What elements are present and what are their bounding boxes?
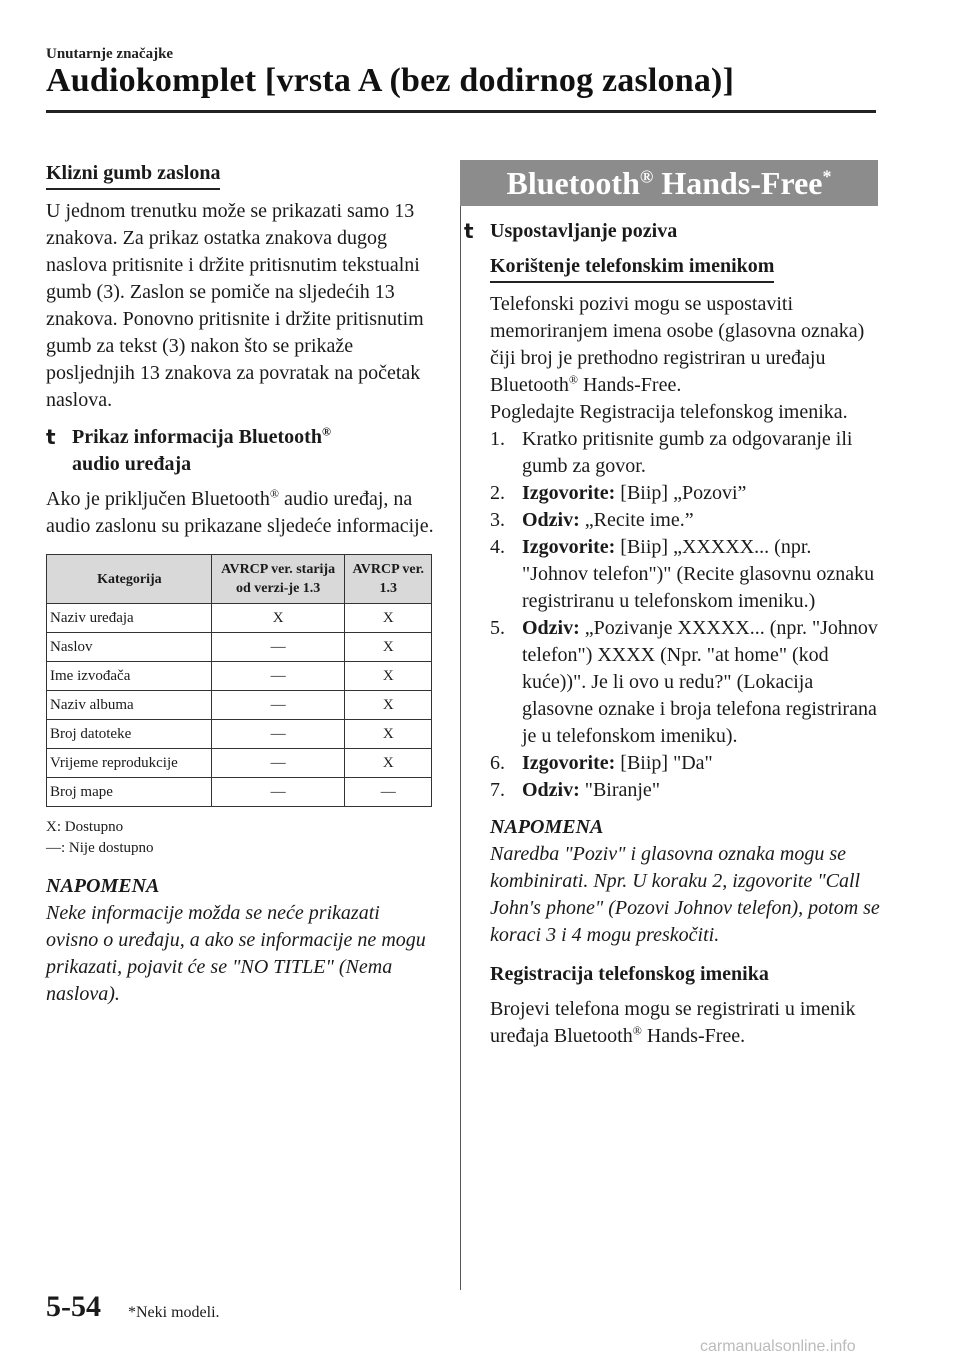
step-keyword: Izgovorite: bbox=[522, 482, 616, 504]
phonebook-ref: Pogledajte Registracija telefonskog imenika. bbox=[490, 401, 848, 423]
step-number: 1. bbox=[490, 428, 505, 450]
left-column bbox=[46, 160, 436, 1008]
step-item bbox=[490, 615, 880, 750]
banner-a: Bluetooth bbox=[506, 165, 640, 201]
phonebook-heading: Korištenje telefonskim imenikom bbox=[490, 253, 774, 283]
table-cell-category: Vrijeme reprodukcije bbox=[47, 749, 212, 778]
table-cell-value: X bbox=[211, 604, 344, 633]
step-number: 7. bbox=[490, 779, 505, 801]
step-number: 2. bbox=[490, 482, 505, 504]
legend-unavailable: —: Nije dostupno bbox=[46, 840, 154, 856]
table-cell-category: Naslov bbox=[47, 633, 212, 662]
phonebook-text bbox=[490, 291, 880, 399]
info-table bbox=[46, 554, 432, 807]
right-column bbox=[464, 160, 880, 1060]
table-cell-value: — bbox=[211, 691, 344, 720]
table-cell-value: X bbox=[344, 749, 431, 778]
step-item bbox=[490, 426, 880, 480]
slider-heading: Klizni gumb zaslona bbox=[46, 160, 220, 190]
footnote: *Neki modeli. bbox=[128, 1304, 220, 1321]
table-row bbox=[47, 749, 432, 778]
registration-text-b: Hands-Free. bbox=[641, 1025, 746, 1047]
table-row bbox=[47, 604, 432, 633]
table-cell-value: X bbox=[344, 691, 431, 720]
table-row bbox=[47, 633, 432, 662]
asterisk-mark: * bbox=[822, 166, 832, 187]
step-item bbox=[490, 480, 880, 507]
step-text: [Biip] „Pozovi” bbox=[615, 482, 747, 504]
table-cell-value: X bbox=[344, 720, 431, 749]
step-text: [Biip] „XXXXX... (npr. "Johnov telefon")" (Recite glasovnu oznaku registriranu u telefonskom imeniku.) bbox=[522, 536, 875, 612]
table-cell-value: — bbox=[344, 778, 431, 807]
step-item bbox=[490, 534, 880, 615]
registered-mark: ® bbox=[639, 166, 654, 187]
table-cell-category: Broj mape bbox=[47, 778, 212, 807]
note-text: Neke informacije možda se neće prikazati ovisno o uređaju, a ako se informacije ne mogu prikazati, pojavit će se "NO TITLE" (Nema naslova). bbox=[46, 902, 426, 1005]
table-cell-value: — bbox=[211, 720, 344, 749]
bt-info-text-a: Ako je priključen Bluetooth bbox=[46, 488, 270, 510]
legend bbox=[46, 817, 436, 859]
registered-mark: ® bbox=[632, 1023, 642, 1038]
registered-mark: ® bbox=[568, 372, 579, 387]
step-text: „Recite ime.” bbox=[579, 509, 694, 531]
slider-text: U jednom trenutku može se prikazati samo 13 znakova. Za prikaz ostatka znakova dugog naslova pritisnite i držite pritisnutim tekstualni gumb (3). Zaslon se pomiče na sljedećih 13 znakova. Ponovno pritisnite i držite pritisnutim gumb za tekst (3) nakon što se prikaže posljednjih 13 znakova za povratak na početak naslova. bbox=[46, 200, 424, 411]
step-number: 4. bbox=[490, 536, 505, 558]
bluetooth-banner bbox=[460, 160, 878, 206]
step-keyword: Odziv: bbox=[522, 617, 580, 639]
page-number: 5-54 bbox=[46, 1290, 101, 1323]
table-cell-value: X bbox=[344, 662, 431, 691]
step-number: 5. bbox=[490, 617, 505, 639]
column-divider bbox=[460, 160, 461, 1290]
section-label: Unutarnje značajke bbox=[46, 46, 174, 62]
table-header-row bbox=[47, 555, 432, 604]
header-avrcp-13: AVRCP ver. 1.3 bbox=[344, 555, 431, 604]
note-text: Naredba "Poziv" i glasovna oznaka mogu se kombinirati. Npr. U koraku 2, izgovorite "Call John's phone" (Pozovi Johnov telefon), potom se koraci 3 i 4 mogu preskočiti. bbox=[490, 843, 880, 946]
bt-info-heading-b: audio uređaja bbox=[72, 453, 192, 475]
table-cell-category: Naziv albuma bbox=[47, 691, 212, 720]
registration-text bbox=[490, 996, 880, 1050]
table-cell-value: — bbox=[211, 633, 344, 662]
page-title: Audiokomplet [vrsta A (bez dodirnog zaslona)] bbox=[46, 62, 735, 99]
legend-available: X: Dostupno bbox=[46, 819, 124, 835]
table-row bbox=[47, 662, 432, 691]
phonebook-text-a: Telefonski pozivi mogu se uspostaviti memoriranjem imena osobe (glasovna oznaka) čiji broj je prethodno registriran u uređaju Bluetooth bbox=[490, 293, 865, 396]
call-heading bbox=[464, 218, 880, 245]
bt-info-text-b: audio uređaj, na audio zaslonu su prikazane sljedeće informacije. bbox=[46, 488, 434, 537]
registered-mark: ® bbox=[321, 424, 331, 439]
table-cell-value: X bbox=[344, 604, 431, 633]
table-cell-value: — bbox=[211, 749, 344, 778]
bt-info-heading-a: Prikaz informacija Bluetooth bbox=[72, 426, 322, 448]
header-category: Kategorija bbox=[47, 555, 212, 604]
step-item bbox=[490, 777, 880, 804]
registration-text-a: Brojevi telefona mogu se registrirati u imenik uređaja Bluetooth bbox=[490, 998, 856, 1047]
table-cell-value: — bbox=[211, 778, 344, 807]
table-cell-category: Naziv uređaja bbox=[47, 604, 212, 633]
step-item bbox=[490, 750, 880, 777]
step-keyword: Odziv: bbox=[522, 779, 580, 801]
step-keyword: Odziv: bbox=[522, 509, 580, 531]
header-rule bbox=[46, 110, 876, 113]
table-cell-value: X bbox=[344, 633, 431, 662]
step-item bbox=[490, 507, 880, 534]
table-body bbox=[47, 604, 432, 807]
bt-info-heading bbox=[46, 424, 436, 478]
step-text: Kratko pritisnite gumb za odgovaranje ili gumb za govor. bbox=[522, 428, 853, 477]
bullet-icon: t bbox=[464, 219, 474, 243]
step-text: [Biip] "Da" bbox=[615, 752, 713, 774]
step-text: „Pozivanje XXXXX... (npr. "Johnov telefon") XXXX (Npr. "at home" (kod kuće))". Je li ovo u redu?" (Lokacija glasovne oznake i broja telefona registrirana je u telefonskom imeniku). bbox=[522, 617, 878, 747]
header-avrcp-old: AVRCP ver. starija od verzi-je 1.3 bbox=[211, 555, 344, 604]
table-cell-value: — bbox=[211, 662, 344, 691]
step-keyword: Izgovorite: bbox=[522, 536, 616, 558]
table-cell-category: Broj datoteke bbox=[47, 720, 212, 749]
registration-heading: Registracija telefonskog imenika bbox=[490, 963, 769, 985]
registered-mark: ® bbox=[269, 486, 279, 501]
call-heading-text: Uspostavljanje poziva bbox=[490, 220, 678, 242]
step-keyword: Izgovorite: bbox=[522, 752, 616, 774]
steps-list bbox=[490, 426, 880, 804]
table-row bbox=[47, 778, 432, 807]
step-text: "Biranje" bbox=[579, 779, 660, 801]
bullet-icon: t bbox=[46, 425, 56, 449]
step-number: 3. bbox=[490, 509, 505, 531]
phonebook-text-b: Hands-Free. bbox=[578, 374, 682, 396]
note-label: NAPOMENA bbox=[46, 875, 160, 897]
table-row bbox=[47, 691, 432, 720]
note-label: NAPOMENA bbox=[490, 816, 604, 838]
table-row bbox=[47, 720, 432, 749]
banner-b: Hands-Free bbox=[653, 165, 823, 201]
step-number: 6. bbox=[490, 752, 505, 774]
watermark: carmanualsonline.info bbox=[700, 1338, 856, 1355]
table-cell-category: Ime izvođača bbox=[47, 662, 212, 691]
bt-info-text bbox=[46, 486, 436, 540]
